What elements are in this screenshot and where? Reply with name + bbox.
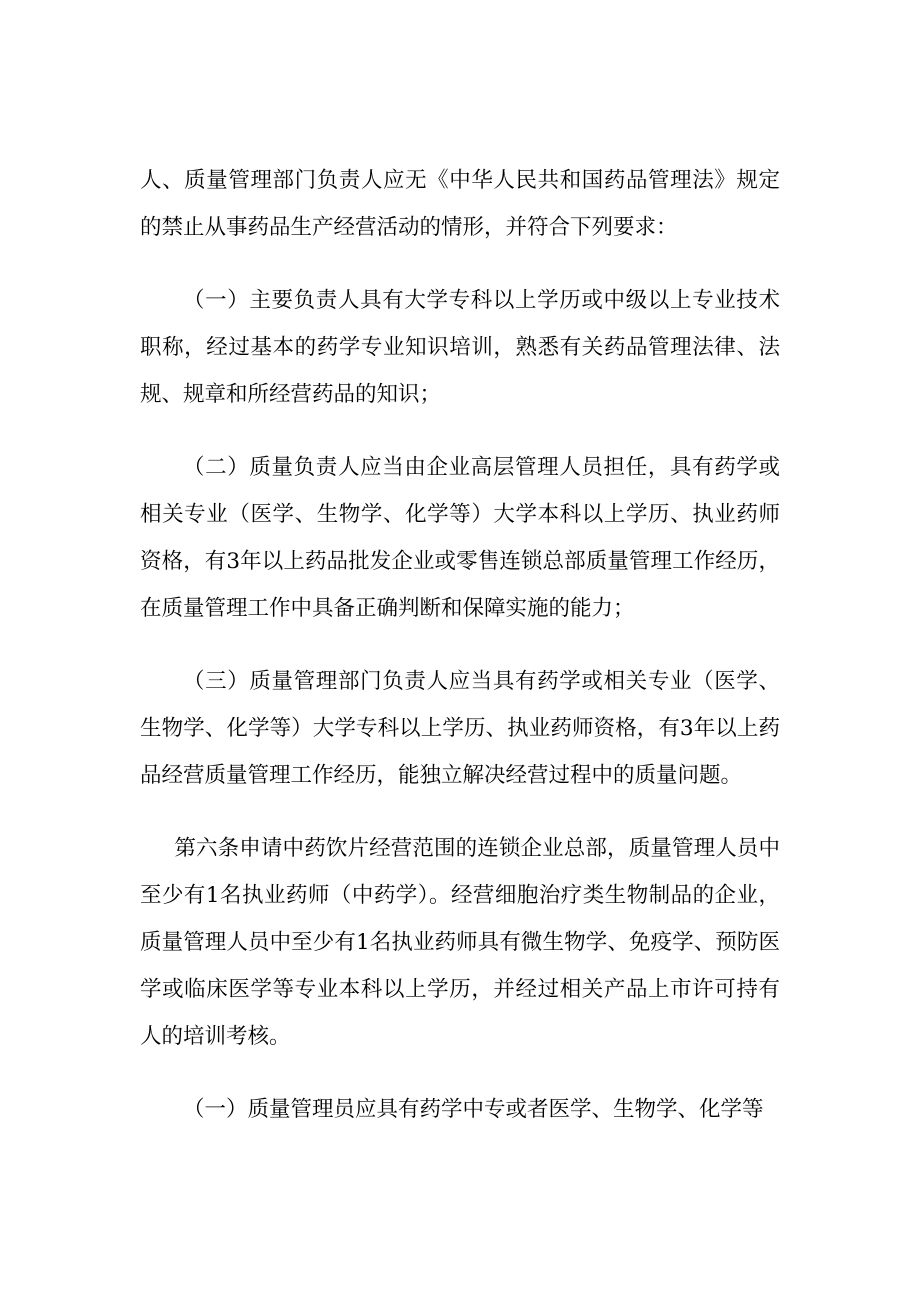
document-body [140,157,780,1159]
paragraph-item-3: （三）质量管理部门负责人应当具有药学或相关专业（医学、生物学、化学等）大学专科以上学历、执业药师资格，有3年以上药品经营质量管理工作经历，能独立解决经营过程中的质量问题。 [140,669,780,788]
paragraph-article-6: 第六条申请中药饮片经营范围的连锁企业总部，质量管理人员中至少有1名执业药师（中药学）。经营细胞治疗类生物制品的企业，质量管理人员中至少有1名执业药师具有微生物学、免疫学、预防医学或临床医学等专业本科以上学历，并经过相关产品上市许可持有人的培训考核。 [140,836,780,1049]
paragraph-item-2: （二）质量负责人应当由企业高层管理人员担任，具有药学或相关专业（医学、生物学、化学等）大学本科以上学历、执业药师资格，有3年以上药品批发企业或零售连锁总部质量管理工作经历，在质量管理工作中具备正确判断和保障实施的能力； [140,455,780,621]
paragraph-item-1: （一）主要负责人具有大学专科以上学历或中级以上专业技术职称，经过基本的药学专业知识培训，熟悉有关药品管理法律、法规、规章和所经营药品的知识； [140,288,780,407]
paragraph-item-4: （一）质量管理员应具有药学中专或者医学、生物学、化学等 [183,1097,764,1122]
paragraph-continuation: 人、质量管理部门负责人应无《中华人民共和国药品管理法》规定的禁止从事药品生产经营活动的情形，并符合下列要求： [140,168,780,240]
